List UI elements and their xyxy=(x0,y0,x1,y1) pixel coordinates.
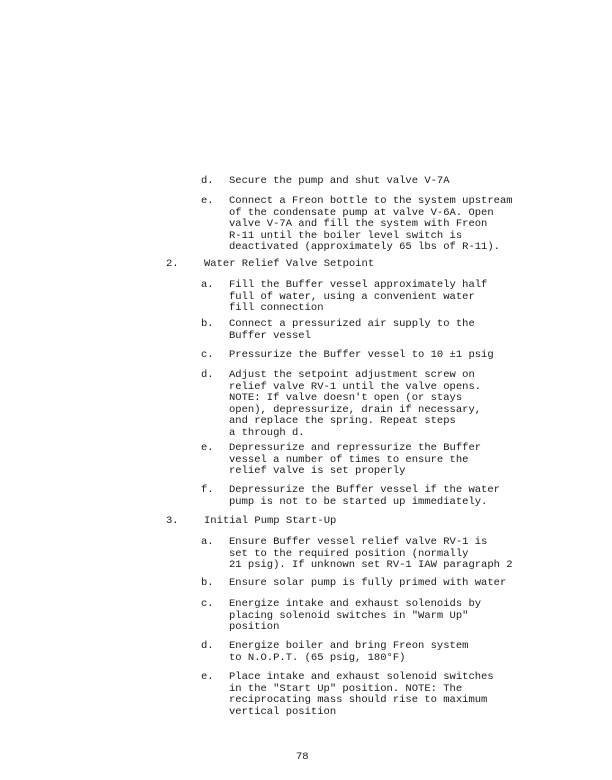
section-number: 2. xyxy=(166,258,179,270)
section-title: Water Relief Valve Setpoint xyxy=(204,258,375,270)
step-letter: e. xyxy=(201,195,214,207)
step-text: Depressurize and repressurize the Buffer vessel a number of times to ensure the relief valve is set properly xyxy=(229,442,482,477)
step-letter: b. xyxy=(201,577,214,589)
step-letter: d. xyxy=(201,640,214,652)
step-text: Place intake and exhaust solenoid switches in the "Start Up" position. NOTE: The reciprocating mass should rise to maximum vertical position xyxy=(229,671,494,718)
step-text: Fill the Buffer vessel approximately half full of water, using a convenient water fill connection xyxy=(229,279,488,314)
step-text: Energize boiler and bring Freon system to N.O.P.T. (65 psig, 180°F) xyxy=(229,640,469,664)
step-text: Ensure solar pump is fully primed with water xyxy=(229,577,507,589)
step-text: Secure the pump and shut valve V-7A xyxy=(229,175,450,187)
step-letter: e. xyxy=(201,671,214,683)
step-letter: c. xyxy=(201,349,214,361)
step-letter: c. xyxy=(201,598,214,610)
step-letter: a. xyxy=(201,536,214,548)
step-letter: e. xyxy=(201,442,214,454)
section-number: 3. xyxy=(166,515,179,527)
section-title: Initial Pump Start-Up xyxy=(204,515,337,527)
step-text: Ensure Buffer vessel relief valve RV-1 is set to the required position (normally 21 psig). If unknown set RV-1 IAW paragraph 2 xyxy=(229,536,513,571)
step-letter: f. xyxy=(201,484,214,496)
step-letter: a. xyxy=(201,279,214,291)
step-text: Energize intake and exhaust solenoids by placing solenoid switches in "Warm Up" position xyxy=(229,598,482,633)
step-letter: b. xyxy=(201,318,214,330)
step-text: Adjust the setpoint adjustment screw on relief valve RV-1 until the valve opens. NOTE: If valve doesn't open (or stays open), depressurize, drain if necessary, and replace the spring. Repeat steps a through d. xyxy=(229,369,482,439)
step-text: Pressurize the Buffer vessel to 10 ±1 psig xyxy=(229,349,494,361)
step-text: Connect a pressurized air supply to the Buffer vessel xyxy=(229,318,475,342)
step-letter: d. xyxy=(201,369,214,381)
step-text: Depressurize the Buffer vessel if the water pump is not to be started up immediately. xyxy=(229,484,500,508)
step-letter: d. xyxy=(201,175,214,187)
page-number: 78 xyxy=(296,751,309,763)
step-text: Connect a Freon bottle to the system upstream of the condensate pump at valve V-6A. Open valve V-7A and fill the system with Freon R-11 until the boiler level switch is deactivated (approximately 65 lbs of R-11). xyxy=(229,195,513,253)
